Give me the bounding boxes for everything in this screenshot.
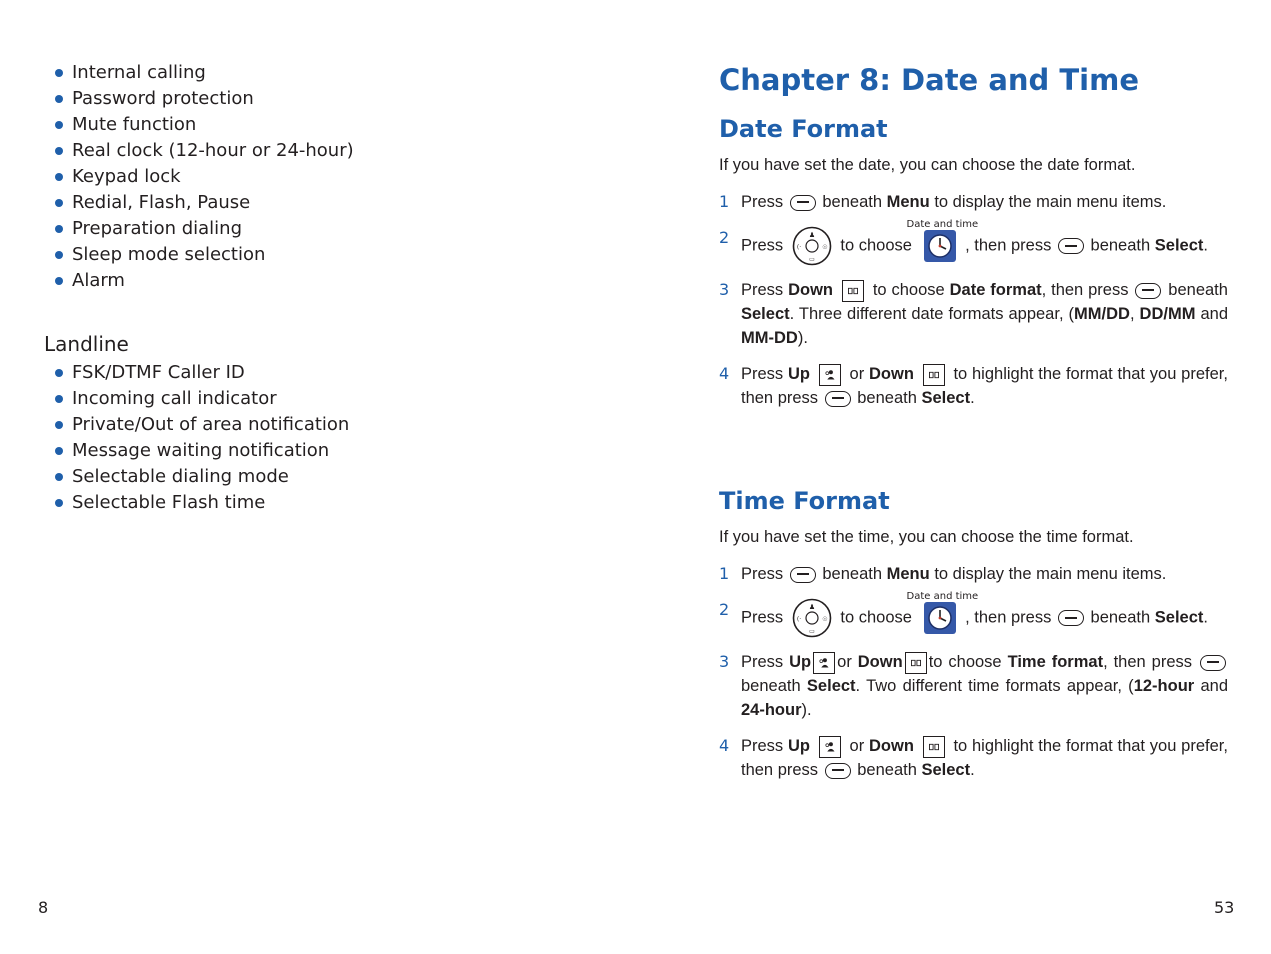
step-keyword: Select: [741, 305, 790, 323]
list-item: [44, 464, 644, 490]
list-item: [44, 86, 644, 112]
list-item-text: Message waiting notification: [72, 440, 330, 461]
svg-text:♟: ♟: [808, 231, 815, 239]
bullet-icon: [55, 95, 63, 103]
step-text: Press: [741, 281, 784, 299]
left-page-number: 8: [38, 898, 49, 917]
list-item: [44, 268, 644, 294]
step-item: [719, 362, 1228, 410]
section-title: Date Format: [719, 115, 888, 143]
step-text: to highlight the format that you prefer, then press: [741, 737, 1228, 779]
step-text: to choose: [840, 236, 912, 255]
bullet-icon: [55, 369, 63, 377]
list-item: [44, 412, 644, 438]
step-keyword: Date format: [949, 281, 1042, 299]
bullet-icon: [55, 173, 63, 181]
step-keyword: Select: [921, 761, 971, 779]
step-text: .: [1203, 236, 1208, 255]
step-text: Press: [741, 365, 784, 383]
step-text: . Two different time formats appear, (: [855, 677, 1134, 695]
bullet-icon: [55, 69, 63, 77]
list-item-text: Selectable Flash time: [72, 492, 266, 513]
step-text: Press: [741, 236, 784, 255]
svg-text:▭: ▭: [808, 628, 815, 635]
step-keyword: Select: [921, 389, 971, 407]
list-item-text: Mute function: [72, 114, 197, 135]
step-text: .: [1203, 608, 1208, 627]
step-keyword: MM-DD: [741, 329, 798, 347]
list-item: [44, 360, 644, 386]
list-item-text: Password protection: [72, 88, 254, 109]
step-text: .: [970, 389, 975, 407]
list-item-text: Incoming call indicator: [72, 388, 277, 409]
softkey-icon: [790, 195, 816, 211]
step-text: beneath: [1090, 236, 1151, 255]
step-keyword: Up: [789, 653, 812, 671]
app-icon-label: Date and time: [906, 591, 979, 602]
step-keyword: Menu: [886, 193, 930, 211]
svg-text:(·: (·: [796, 616, 801, 623]
list-item-text: Selectable dialing mode: [72, 466, 289, 487]
list-item-text: Internal calling: [72, 62, 206, 83]
list-item: [44, 216, 644, 242]
step-text: and: [1200, 305, 1228, 323]
softkey-icon: [825, 391, 851, 407]
section-intro: If you have set the date, you can choose the date format.: [719, 156, 1136, 174]
section-title: Time Format: [719, 487, 890, 515]
step-text: beneath: [1168, 281, 1228, 299]
list-item-text: Keypad lock: [72, 166, 181, 187]
navigation-key-icon: [792, 226, 832, 266]
bullet-icon: [55, 225, 63, 233]
right-page-number: 53: [1214, 898, 1235, 917]
step-keyword: Down: [857, 653, 903, 671]
feature-list: [44, 60, 644, 294]
down-key-icon: [923, 364, 945, 386]
softkey-icon: [1135, 283, 1161, 299]
list-item: [44, 60, 644, 86]
bullet-icon: [55, 447, 63, 455]
step-text: Press: [741, 737, 784, 755]
list-item: [44, 386, 644, 412]
date-and-time-app-icon-group: [906, 591, 979, 635]
step-keyword: Select: [1154, 608, 1204, 627]
step-keyword: Select: [1154, 236, 1204, 255]
list-item: [44, 112, 644, 138]
step-text: beneath: [822, 193, 883, 211]
softkey-icon: [1058, 610, 1084, 626]
svg-text:▭: ▭: [808, 256, 815, 263]
step-text: , then press: [1041, 281, 1129, 299]
softkey-icon: [790, 567, 816, 583]
down-key-icon: [842, 280, 864, 302]
step-keyword: MM/DD: [1074, 305, 1130, 323]
step-text: Press: [741, 653, 784, 671]
step-text: beneath: [822, 565, 883, 583]
step-keyword: Down: [788, 281, 834, 299]
section-intro: If you have set the time, you can choose the time format.: [719, 528, 1134, 546]
softkey-icon: [825, 763, 851, 779]
step-text: ).: [797, 329, 808, 347]
step-item: [719, 562, 1228, 586]
step-text: , then press: [965, 608, 1052, 627]
step-item: [719, 219, 1228, 266]
step-number: 3: [719, 280, 730, 299]
list-item-text: Private/Out of area notification: [72, 414, 350, 435]
list-item: [44, 438, 644, 464]
step-list: [719, 562, 1228, 782]
step-text: Press: [741, 193, 784, 211]
svg-text:(·: (·: [796, 244, 801, 251]
step-keyword: Menu: [886, 565, 930, 583]
step-keyword: 12-hour: [1133, 677, 1195, 695]
step-number: 1: [719, 564, 730, 583]
step-number: 2: [719, 600, 730, 619]
list-item-text: Real clock (12-hour or 24-hour): [72, 140, 354, 161]
bullet-icon: [55, 199, 63, 207]
step-text: or: [837, 653, 852, 671]
step-text: ,: [1129, 305, 1135, 323]
step-number: 3: [719, 652, 730, 671]
up-key-icon: [813, 652, 835, 674]
step-text: to choose: [872, 281, 945, 299]
list-item: [44, 138, 644, 164]
navigation-key-icon: [792, 598, 832, 638]
landline-heading: Landline: [44, 332, 129, 356]
left-page: [44, 60, 644, 516]
bullet-icon: [55, 395, 63, 403]
up-key-icon: [819, 736, 841, 758]
step-text: beneath: [1090, 608, 1151, 627]
date-format-section: [719, 112, 1228, 410]
step-text: to choose: [840, 608, 912, 627]
bullet-icon: [55, 421, 63, 429]
step-text: , then press: [1103, 653, 1193, 671]
down-key-icon: [905, 652, 927, 674]
step-text: Press: [741, 608, 784, 627]
step-keyword: DD/MM: [1139, 305, 1196, 323]
step-text: to choose: [928, 653, 1002, 671]
step-text: or: [849, 365, 865, 383]
step-text: or: [849, 737, 865, 755]
list-item-text: Preparation dialing: [72, 218, 242, 239]
step-keyword: Up: [787, 737, 810, 755]
list-item: [44, 242, 644, 268]
step-text: and: [1200, 677, 1228, 695]
up-key-icon: [819, 364, 841, 386]
bullet-icon: [55, 121, 63, 129]
step-text: to display the main menu items.: [934, 565, 1167, 583]
step-text: to highlight the format that you prefer, then press: [741, 365, 1228, 407]
step-keyword: 24-hour: [741, 701, 802, 719]
step-number: 4: [719, 364, 730, 383]
step-text: .: [970, 761, 975, 779]
list-item: [44, 490, 644, 516]
step-number: 1: [719, 192, 730, 211]
list-item-text: Sleep mode selection: [72, 244, 266, 265]
bullet-icon: [55, 499, 63, 507]
step-item: [719, 591, 1228, 638]
step-text: ).: [801, 701, 812, 719]
date-and-time-app-icon-group: [906, 219, 979, 263]
step-keyword: Time format: [1007, 653, 1104, 671]
chapter-title: Chapter 8: Date and Time: [719, 63, 1140, 97]
step-text: beneath: [857, 389, 917, 407]
landline-feature-list: [44, 360, 644, 516]
svg-text:☉: ☉: [822, 616, 828, 623]
list-item-text: FSK/DTMF Caller ID: [72, 362, 245, 383]
step-text: Press: [741, 565, 784, 583]
down-key-icon: [923, 736, 945, 758]
time-format-section: [719, 484, 1228, 782]
right-page: [719, 60, 1228, 794]
bullet-icon: [55, 277, 63, 285]
step-text: . Three different date formats appear, (: [789, 305, 1075, 323]
step-item: [719, 190, 1228, 214]
list-item-text: Alarm: [72, 270, 125, 291]
svg-text:♟: ♟: [808, 603, 815, 611]
step-text: to display the main menu items.: [934, 193, 1167, 211]
step-keyword: Down: [868, 737, 914, 755]
list-item: [44, 164, 644, 190]
step-list: [719, 190, 1228, 410]
softkey-icon: [1058, 238, 1084, 254]
step-text: beneath: [857, 761, 917, 779]
step-item: [719, 278, 1228, 350]
list-item-text: Redial, Flash, Pause: [72, 192, 251, 213]
step-keyword: Up: [787, 365, 810, 383]
svg-text:☉: ☉: [822, 244, 828, 251]
list-item: [44, 190, 644, 216]
bullet-icon: [55, 251, 63, 259]
step-item: [719, 650, 1228, 722]
step-text: , then press: [965, 236, 1052, 255]
softkey-icon: [1200, 655, 1226, 671]
step-keyword: Select: [806, 677, 856, 695]
step-item: [719, 734, 1228, 782]
step-number: 4: [719, 736, 730, 755]
step-keyword: Down: [868, 365, 914, 383]
app-icon-label: Date and time: [906, 219, 979, 230]
step-number: 2: [719, 228, 730, 247]
bullet-icon: [55, 147, 63, 155]
step-text: beneath: [741, 677, 801, 695]
bullet-icon: [55, 473, 63, 481]
